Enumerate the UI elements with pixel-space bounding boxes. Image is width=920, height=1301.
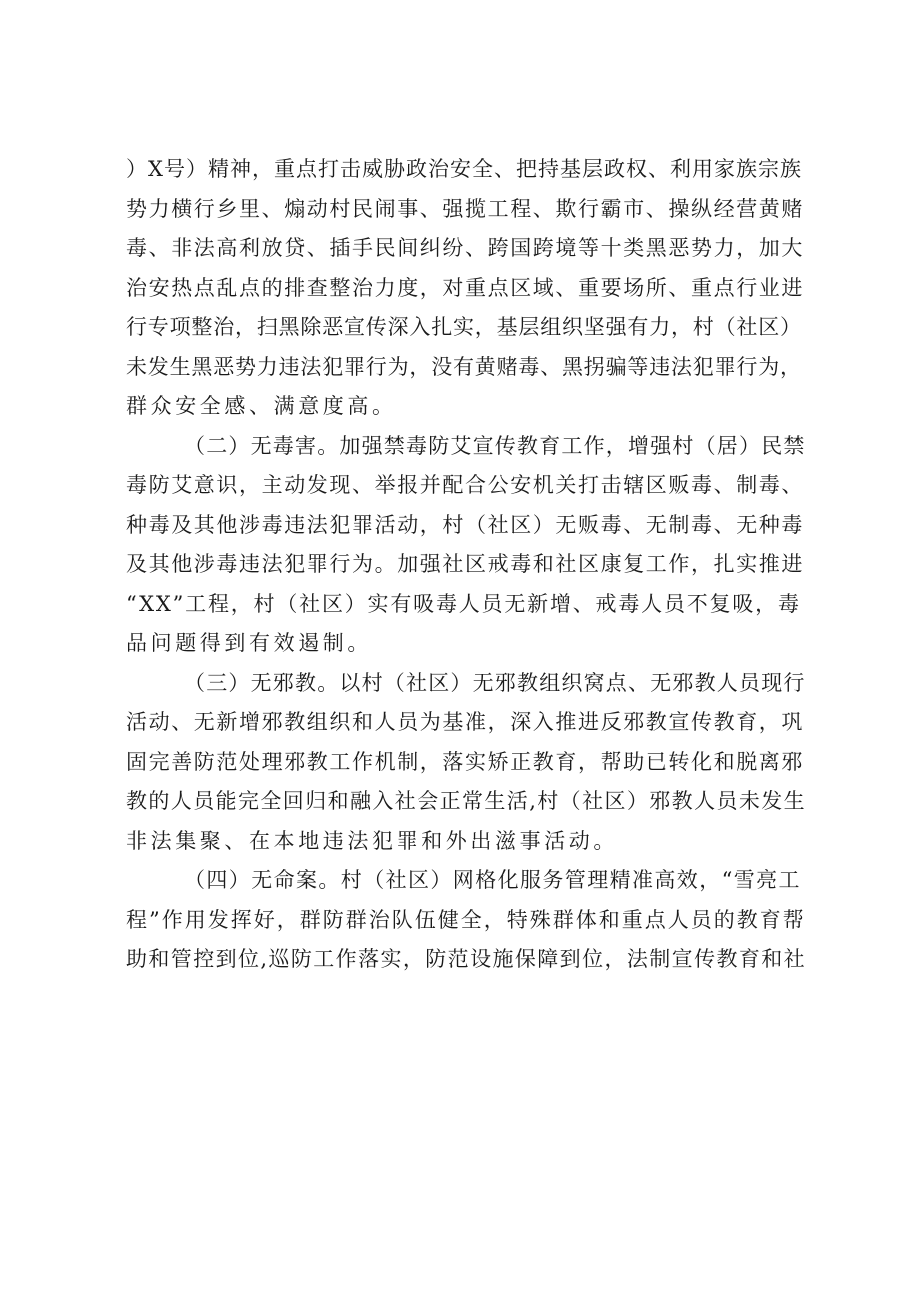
text-line: 治安热点乱点的排查整治力度，对重点区域、重要场所、重点行业进 (126, 275, 804, 300)
text-line: 毒、非法高利放贷、插手民间纠纷、跨国跨境等十类黑恶势力，加大 (126, 236, 804, 260)
paragraph-continuation (126, 150, 806, 427)
text-line: 非法集聚、在本地违法犯罪和外出滋事活动。 (126, 828, 618, 853)
text-line: 行专项整治，扫黑除恶宣传深入扎实，基层组织坚强有力，村（社区） (126, 315, 802, 339)
text-line: 助和管控到位,巡防工作落实，防范设施保障到位，法制宣传教育和社 (126, 947, 807, 971)
text-line: （四）无命案。村（社区）网格化服务管理精准高效，“雪亮工 (184, 868, 801, 892)
text-line: 活动、无新增邪教组织和人员为基准，深入推进反邪教宣传教育，巩 (126, 710, 804, 734)
text-line: 群众安全感、满意度高。 (126, 394, 397, 418)
text-line: 势力横行乡里、煽动村民闹事、强揽工程、欺行霸市、操纵经营黄赌 (126, 196, 804, 221)
text-line: 未发生黑恶势力违法犯罪行为，没有黄赌毒、黑拐骗等违法犯罪行为， (126, 354, 802, 379)
text-line: 及其他涉毒违法犯罪行为。加强社区戒毒和社区康复工作，扎实推进 (126, 552, 804, 576)
text-line: 固完善防范处理邪教工作机制，落实矫正教育，帮助已转化和脱离邪 (126, 749, 804, 774)
paragraph-no-drugs (126, 427, 806, 664)
text-line: “XX”工程，村（社区）实有吸毒人员无新增、戒毒人员不复吸，毒 (126, 591, 801, 616)
paragraph-no-homicide (126, 861, 806, 980)
text-line: （三）无邪教。以村（社区）无邪教组织窝点、无邪教人员现行 (184, 670, 806, 695)
text-line: 教的人员能完全回归和融入社会正常生活,村（社区）邪教人员未发生 (126, 789, 807, 813)
document-body (126, 150, 806, 980)
text-line: （二）无毒害。加强禁毒防艾宣传教育工作，增强村（居）民禁 (184, 433, 806, 458)
text-line: ）X号）精神，重点打击威胁政治安全、把持基层政权、利用家族宗族 (126, 157, 802, 181)
paragraph-no-cults (126, 664, 806, 862)
text-line: 品问题得到有效遏制。 (126, 631, 372, 655)
text-line: 种毒及其他涉毒违法犯罪活动，村（社区）无贩毒、无制毒、无种毒 (126, 512, 804, 537)
text-line: 程”作用发挥好，群防群治队伍健全，特殊群体和重点人员的教育帮 (126, 907, 806, 932)
text-line: 毒防艾意识，主动发现、举报并配合公安机关打击辖区贩毒、制毒、 (126, 473, 804, 497)
